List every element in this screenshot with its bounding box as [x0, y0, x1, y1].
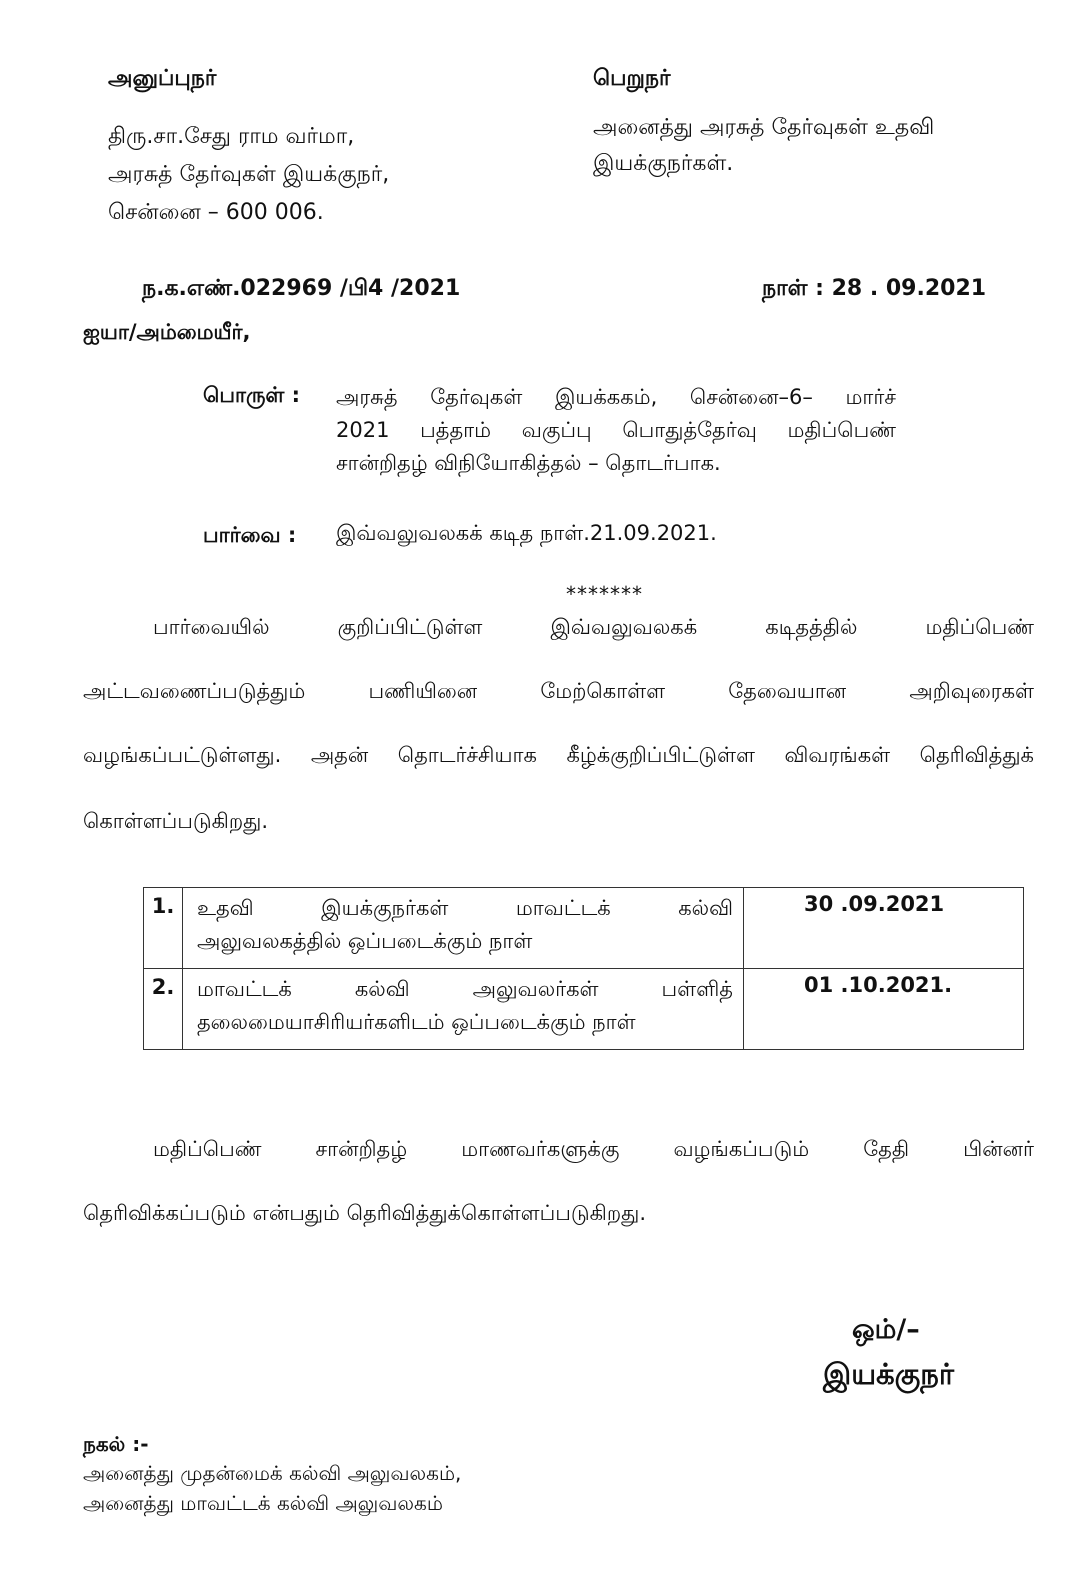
row-description [183, 969, 744, 1050]
paragraph-word: கடிதத்தில் [765, 615, 858, 639]
paragraph-line [83, 743, 1034, 809]
paragraph-word: அட்டவணைப்படுத்தும் [83, 679, 306, 703]
separator-stars: ******* [566, 582, 643, 606]
recipient-line: இயக்குநர்கள். [593, 151, 734, 176]
signatory-designation: இயக்குநர் [823, 1357, 954, 1391]
subject-word: மார்ச் [845, 385, 896, 409]
recipient-line: அனைத்து அரசுத் தேர்வுகள் உதவி [593, 115, 935, 140]
salutation: ஐயா/அம்மையீர், [83, 320, 251, 344]
sender-line: திரு.சா.சேது ராம வர்மா, [108, 124, 355, 149]
paragraph-2 [83, 1137, 1034, 1228]
paragraph-word: மாணவர்களுக்கு [461, 1137, 620, 1161]
paragraph-word: மதிப்பெண் [925, 615, 1034, 639]
reference-number: ந.க.எண்.022969 /பி4 /2021 [142, 276, 461, 301]
subject-line [336, 414, 896, 447]
signed-mark: ஒம்/– [852, 1314, 920, 1345]
paragraph-line: தெரிவிக்கப்படும் என்பதும் தெரிவித்துக்கொள்ளப்படுகிறது. [83, 1201, 647, 1225]
paragraph-word: மதிப்பெண் [153, 1137, 262, 1161]
subject-line: சான்றிதழ் விநியோகித்தல் – தொடர்பாக. [336, 451, 721, 475]
desc-word: மாவட்டக் [197, 977, 292, 1001]
paragraph-word: அதன் [310, 743, 369, 767]
row-date: 30 .09.2021 [744, 888, 1024, 969]
paragraph-word: வழங்கப்பட்டுள்ளது. [83, 743, 282, 767]
paragraph-word: பணியினை [368, 679, 478, 703]
paragraph-word: சான்றிதழ் [315, 1137, 408, 1161]
paragraph-word: தொடர்ச்சியாக [397, 743, 537, 767]
paragraph-line [83, 615, 1034, 679]
paragraph-word: குறிப்பிட்டுள்ள [337, 615, 483, 639]
subject-word: பொதுத்தேர்வு [622, 418, 757, 442]
subject-word: வகுப்பு [521, 418, 592, 442]
paragraph-word: இவ்வலுவலகக் [550, 615, 698, 639]
desc-word: பள்ளித் [661, 977, 733, 1001]
copy-line: அனைத்து மாவட்டக் கல்வி அலுவலகம் [83, 1491, 443, 1515]
recipient-address [593, 110, 934, 182]
desc-word: கல்வி [354, 977, 410, 1001]
reference-label: பார்வை : [203, 523, 297, 547]
desc-word: இயக்குநர்கள் [321, 896, 449, 920]
subject-word: இயக்ககம், [554, 385, 658, 409]
paragraph-line: கொள்ளப்படுகிறது. [83, 809, 269, 833]
subject-line [336, 381, 896, 414]
reference-text: இவ்வலுவலகக் கடித நாள்.21.09.2021. [336, 521, 717, 545]
desc-line: அலுவலகத்தில் ஒப்படைக்கும் நாள் [197, 929, 533, 953]
subject-word: 2021 [336, 418, 390, 442]
schedule-table [143, 887, 1024, 1050]
paragraph-word: மேற்கொள்ள [540, 679, 666, 703]
desc-line: தலைமையாசிரியர்களிடம் ஒப்படைக்கும் நாள் [197, 1010, 636, 1034]
subject-word: அரசுத் [336, 385, 398, 409]
desc-word: கல்வி [678, 896, 733, 920]
recipient-heading: பெறுநர் [593, 66, 671, 91]
table-row [144, 888, 1024, 969]
paragraph-word: கீழ்க்குறிப்பிட்டுள்ள [566, 743, 755, 767]
sender-address [108, 118, 389, 232]
subject-word: தேர்வுகள் [430, 385, 523, 409]
paragraph-line [83, 1137, 1034, 1201]
row-description [183, 888, 744, 969]
paragraph-word: தேதி [863, 1137, 910, 1161]
desc-word: அலுவலர்கள் [472, 977, 599, 1001]
row-date: 01 .10.2021. [744, 969, 1024, 1050]
desc-word: மாவட்டக் [515, 896, 611, 920]
sender-heading: அனுப்புநர் [108, 66, 217, 91]
paragraph-word: வழங்கப்படும் [673, 1137, 810, 1161]
paragraph-word: தேவையான [728, 679, 847, 703]
sender-line: அரசுத் தேர்வுகள் இயக்குநர், [108, 162, 390, 187]
subject-word: பத்தாம் [420, 418, 492, 442]
subject-word: சென்னை–6– [689, 385, 813, 409]
row-number: 1. [144, 888, 183, 969]
copy-line: அனைத்து முதன்மைக் கல்வி அலுவலகம், [83, 1461, 462, 1485]
paragraph-word: தெரிவித்துக் [919, 743, 1034, 767]
row-number: 2. [144, 969, 183, 1050]
paragraph-line [83, 679, 1034, 743]
subject-label: பொருள் : [203, 383, 301, 407]
paragraph-word: பின்னர் [963, 1137, 1034, 1161]
sender-line: சென்னை – 600 006. [108, 200, 324, 225]
subject-word: மதிப்பெண் [787, 418, 896, 442]
table-row [144, 969, 1024, 1050]
subject-text [336, 381, 896, 480]
copy-label: நகல் :- [83, 1432, 149, 1456]
paragraph-1 [83, 615, 1034, 849]
paragraph-word: விவரங்கள் [784, 743, 891, 767]
desc-word: உதவி [197, 896, 254, 920]
paragraph-word: பார்வையில் [153, 615, 270, 639]
letter-date: நாள் : 28 . 09.2021 [762, 276, 987, 301]
paragraph-word: அறிவுரைகள் [909, 679, 1034, 703]
copy-recipients [83, 1458, 461, 1518]
